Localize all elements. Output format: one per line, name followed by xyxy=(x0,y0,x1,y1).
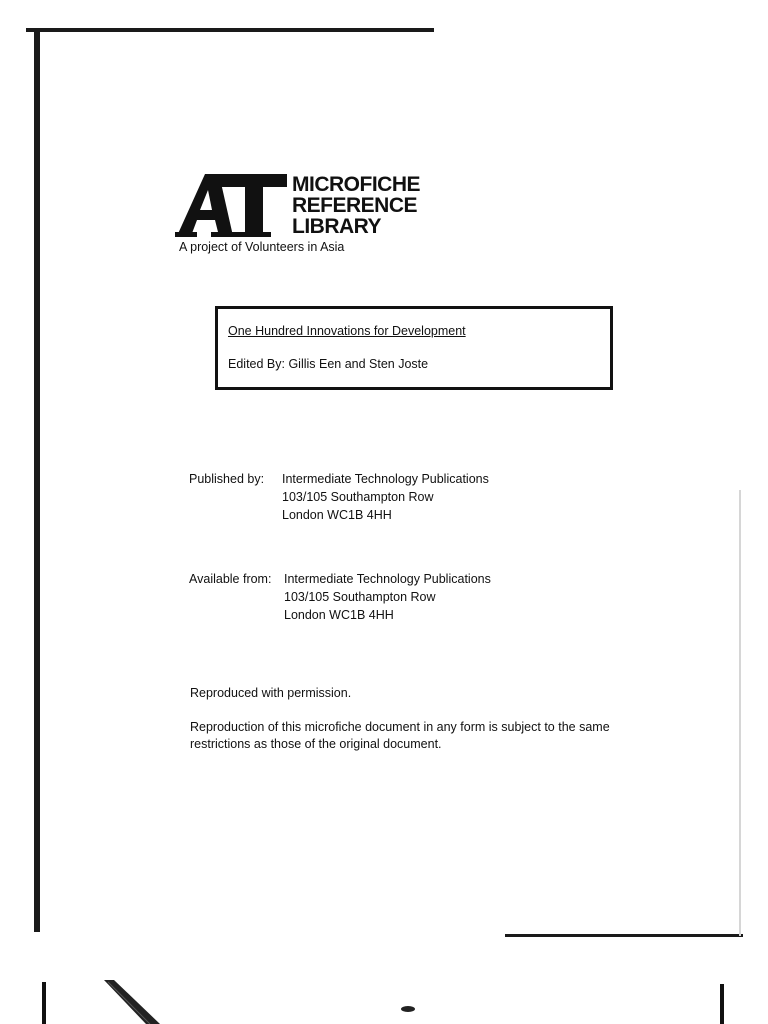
distributor-name: Intermediate Technology Publications xyxy=(284,572,491,586)
page-border-left xyxy=(34,28,40,932)
publisher-city: London WC1B 4HH xyxy=(282,508,392,522)
available-from-block xyxy=(189,570,589,630)
permission-note: Reproduced with permission. xyxy=(190,686,352,700)
page-border-top xyxy=(26,28,434,32)
published-by-label: Published by: xyxy=(189,472,265,486)
distributor-city: London WC1B 4HH xyxy=(284,608,394,622)
reproduction-note: Reproduction of this microfiche document in any form is subject to the same restrictions as those of the original document. xyxy=(190,720,610,751)
distributor-street: 103/105 Southampton Row xyxy=(284,590,436,604)
publisher-street: 103/105 Southampton Row xyxy=(282,490,434,504)
logo-tagline: A project of Volunteers in Asia xyxy=(179,240,345,254)
logo-line-reference: REFERENCE xyxy=(292,194,418,217)
publisher-name: Intermediate Technology Publications xyxy=(282,472,489,486)
scan-artifacts xyxy=(0,934,768,1024)
logo-wordmark xyxy=(292,174,420,237)
document-editors: Edited By: Gillis Een and Sten Joste xyxy=(228,357,429,371)
logo-line-library: LIBRARY xyxy=(292,215,382,238)
published-by-address xyxy=(282,470,489,524)
available-from-label: Available from: xyxy=(189,572,272,586)
title-box xyxy=(215,306,613,390)
available-from-address xyxy=(284,570,491,624)
logo-line-microfiche: MICROFICHE xyxy=(292,173,420,196)
page-border-right xyxy=(739,490,741,936)
at-logo-mark xyxy=(175,172,289,238)
published-by-block xyxy=(189,470,589,530)
document-title: One Hundred Innovations for Development xyxy=(228,324,466,338)
